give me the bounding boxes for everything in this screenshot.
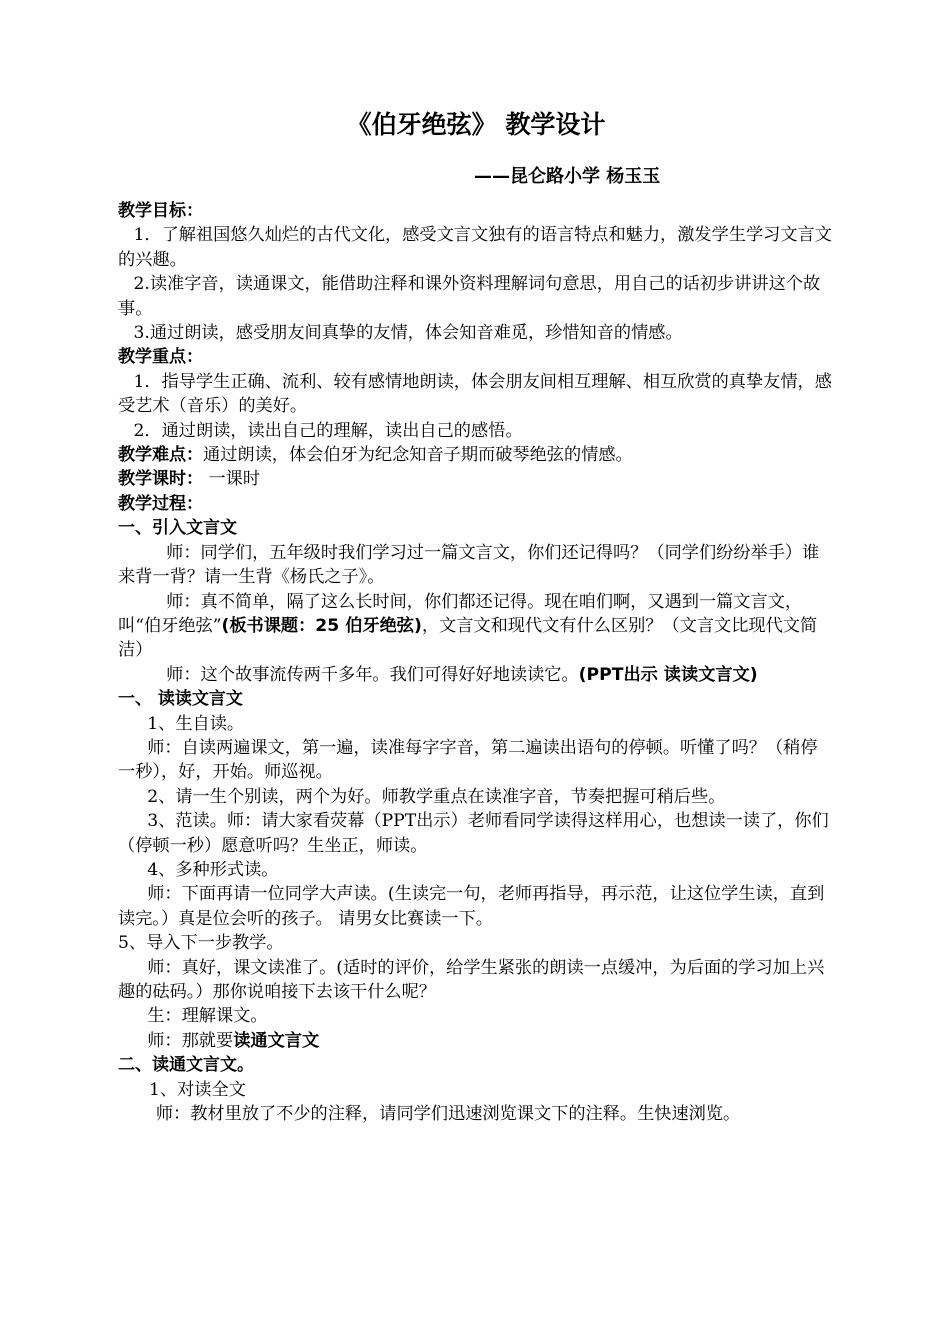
section2-last-bold: 读通文言文 xyxy=(233,1030,320,1051)
section1-heading: 一、引入文言文 xyxy=(118,518,237,539)
section3-heading: 二、读通文言文。 xyxy=(118,1055,254,1076)
section3-paragraph-1: 师：教材里放了不少的注释，请同学们迅速浏览课文下的注释。生快速浏览。 xyxy=(155,1104,741,1125)
section2-item: 生：理解课文。 xyxy=(147,1006,268,1027)
goal-item-3: 3.通过朗读，感受朋友间真挚的友情，体会知音难觅，珍惜知音的情感。 xyxy=(133,323,683,344)
difficulty-label: 教学难点： xyxy=(118,445,203,466)
goal-item-1: 1．了解祖国悠久灿烂的古代文化，感受文言文独有的语言特点和魅力，激发学生学习文言文的兴趣。 xyxy=(118,225,832,270)
goals-heading: 教学目标： xyxy=(118,201,203,221)
document-title: 《伯牙绝弦》 教学设计 xyxy=(346,110,606,139)
section1-paragraph-2 xyxy=(118,590,834,663)
difficulty-text: 通过朗读，体会伯牙为纪念知音子期而破琴绝弦的情感。 xyxy=(203,445,633,466)
goal-item-2: 2.读准字音，读通课文，能借助注释和课外资料理解词句意思，用自己的话初步讲讲这个故事。 xyxy=(118,274,821,319)
board-title-note: (板书课题：25 伯牙绝弦) xyxy=(221,615,422,636)
section3-item-1: 1、对读全文 xyxy=(148,1079,246,1100)
section2-item: 师：下面再请一位同学大声读。(生读完一句，老师再指导，再示范，让这位学生读，直到读完。）真是位会听的孩子。 请男女比赛读一下。 xyxy=(118,884,825,929)
ppt-note: (PPT出示 读读文言文) xyxy=(578,664,758,685)
section2-heading: 一、 读读文言文 xyxy=(118,689,243,710)
key-points-heading: 教学重点： xyxy=(118,347,203,368)
section2-item: 3、范读。师：请大家看荧幕（PPT出示）老师看同学读得这样用心，也想读一读了，你们（停顿一秒）愿意听吗？生坐正，师读。 xyxy=(118,811,829,856)
section2-item: 师：自读两遍课文，第一遍，读准每字字音，第二遍读出语句的停顿。听懂了吗？（稍停一秒），好，开始。师巡视。 xyxy=(118,737,818,783)
key-point-2: 2．通过朗读，读出自己的理解，读出自己的感悟。 xyxy=(133,420,523,441)
section2-item: 5、导入下一步教学。 xyxy=(118,933,284,954)
section2-item: 1、生自读。 xyxy=(147,713,245,734)
difficulty-line xyxy=(118,443,834,467)
section2-item: 2、请一生个别读，两个为好。师教学重点在读准字音，节奏把握可稍后些。 xyxy=(147,786,726,807)
process-heading: 教学过程： xyxy=(118,493,203,514)
section2-last-text: 师：那就要 xyxy=(147,1030,234,1051)
author-line: ——昆仑路小学 杨玉玉 xyxy=(474,166,661,187)
section1-p2-text: 师：真不简单，隔了这么长时间，你们都还记得。现在咱们啊，又遇到一篇文言文，叫“伯牙绝弦” xyxy=(118,591,803,636)
section1-paragraph-3 xyxy=(118,663,834,687)
section1-p2-rest: ，文言文和现代文有什么区别？（文言文比现代文简洁） xyxy=(118,615,818,661)
hours-label: 教学课时： xyxy=(118,469,203,490)
hours-text: 一课时 xyxy=(203,469,261,490)
section2-item: 4、多种形式读。 xyxy=(147,859,279,880)
section2-last-line xyxy=(118,1029,834,1053)
section2-item: 师：真好，课文读准了。(适时的评价，给学生紧张的朗读一点缓冲，为后面的学习加上兴趣的砝码。）那你说咱接下去该干什么呢？ xyxy=(118,957,825,1002)
hours-line xyxy=(118,467,834,491)
section1-p3-text: 师：这个故事流传两千多年。我们可得好好地读读它。 xyxy=(166,664,579,685)
document-body xyxy=(118,199,834,1126)
section1-paragraph-1: 师：同学们，五年级时我们学习过一篇文言文，你们还记得吗？（同学们纷纷举手）谁来背一背？请一生背《杨氏之子》。 xyxy=(118,542,820,588)
key-point-1: 1．指导学生正确、流利、较有感情地朗读，体会朋友间相互理解、相互欣赏的真挚友情，感受艺术（音乐）的美好。 xyxy=(118,371,832,417)
